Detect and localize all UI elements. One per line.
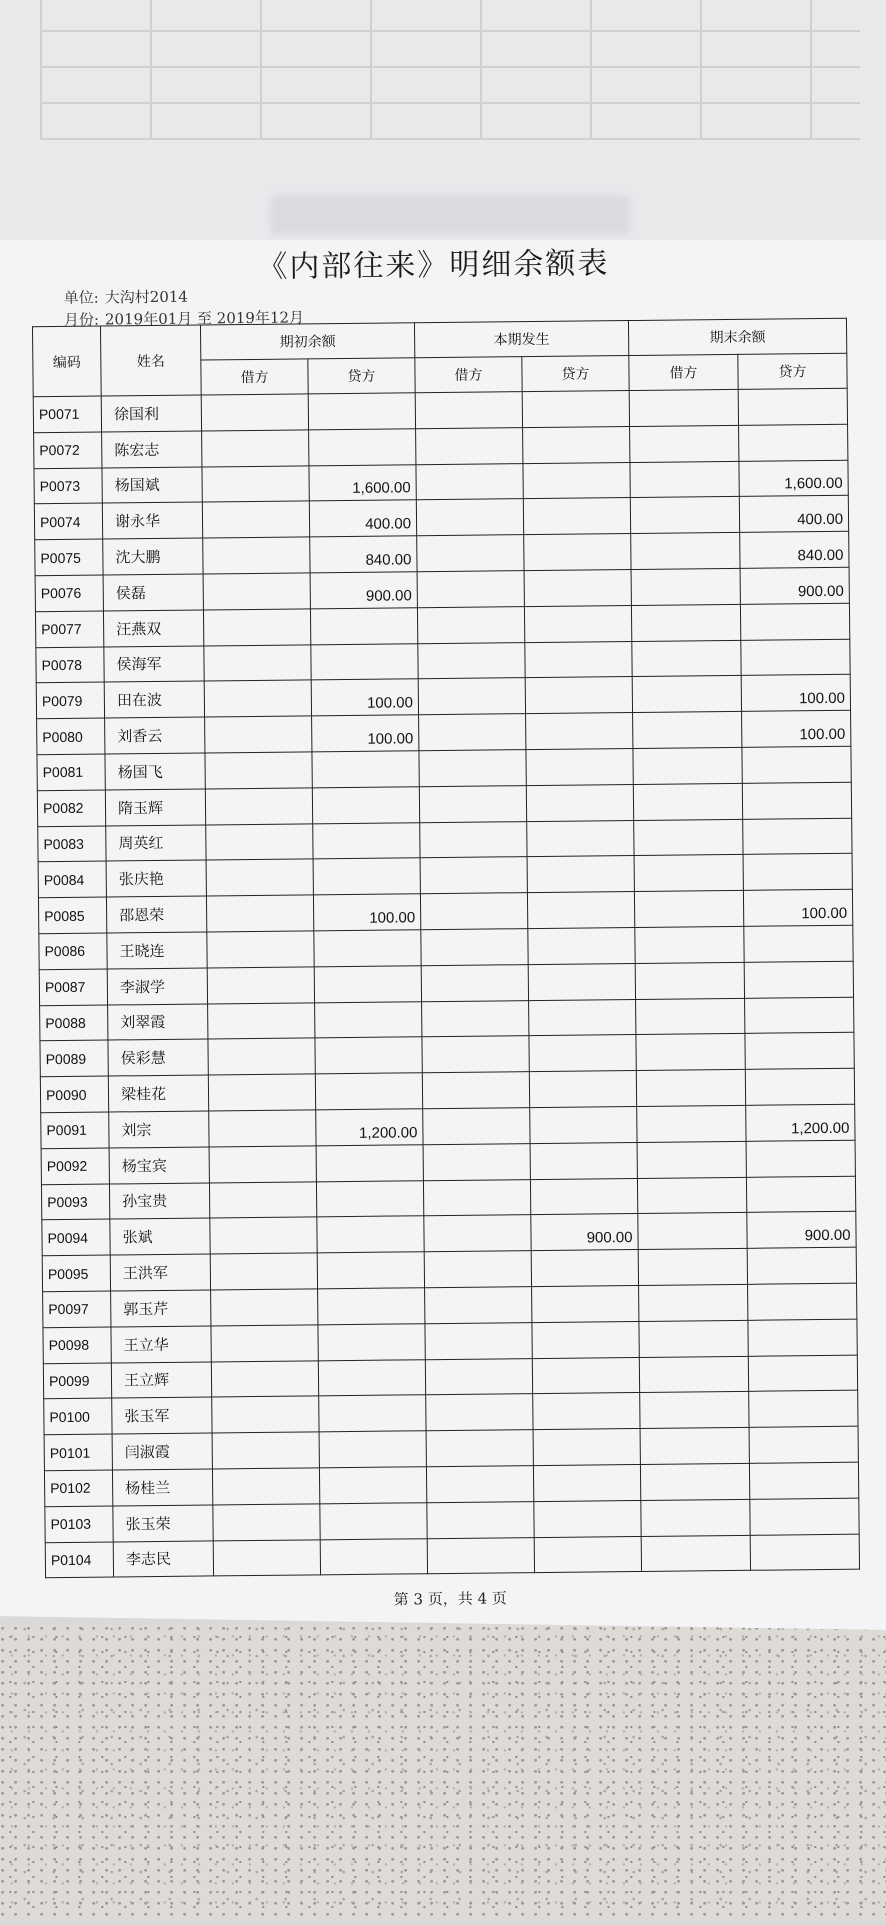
cell-opening-credit (318, 1323, 425, 1360)
cell-opening-debit (213, 1504, 320, 1541)
cell-name: 刘宗 (109, 1111, 209, 1148)
cell-closing-credit (743, 818, 852, 855)
cell-period-debit (415, 392, 522, 429)
cell-closing-debit (635, 926, 744, 963)
cell-opening-debit (207, 931, 314, 968)
cell-opening-debit (208, 1002, 315, 1039)
cell-opening-debit (211, 1360, 318, 1397)
cell-closing-debit (641, 1535, 750, 1572)
unit-label: 单位: (63, 288, 99, 307)
cell-period-debit (422, 1036, 529, 1073)
cell-opening-debit (208, 1074, 315, 1111)
cell-closing-debit (636, 1034, 745, 1071)
cell-opening-credit (316, 1144, 423, 1181)
cell-opening-debit (203, 573, 310, 610)
cell-closing-debit (639, 1320, 748, 1357)
document-title: 《内部往来》明细余额表 (257, 246, 610, 285)
cell-code: P0079 (36, 682, 104, 719)
header-closing-credit: 贷方 (738, 353, 847, 389)
cell-name: 王晓连 (107, 932, 207, 969)
cell-opening-debit (204, 644, 311, 681)
cell-period-debit (419, 785, 526, 822)
cell-period-debit (422, 1000, 529, 1037)
cell-period-credit (528, 963, 635, 1000)
cell-opening-credit: 840.00 (310, 536, 417, 573)
cell-period-credit (533, 1393, 640, 1430)
cell-period-debit (427, 1537, 534, 1574)
cell-opening-credit: 100.00 (313, 894, 420, 931)
cell-opening-credit (310, 608, 417, 645)
cell-closing-debit (638, 1248, 747, 1285)
cell-period-debit (420, 857, 527, 894)
cell-period-debit (416, 499, 523, 536)
cell-period-credit (523, 462, 630, 499)
unit-line (64, 286, 188, 308)
cell-period-credit (526, 748, 633, 785)
cell-name: 侯彩慧 (108, 1039, 208, 1076)
cell-opening-debit (209, 1181, 316, 1218)
cell-closing-debit (639, 1356, 748, 1393)
cell-period-debit (426, 1430, 533, 1467)
cell-opening-credit (319, 1467, 426, 1504)
cell-opening-debit (206, 895, 313, 932)
cell-name: 杨国飞 (105, 753, 205, 790)
cell-closing-debit (633, 783, 742, 820)
cell-closing-debit (637, 1177, 746, 1214)
cell-code: P0104 (45, 1541, 113, 1578)
cell-closing-credit: 1,200.00 (746, 1104, 855, 1141)
cell-name: 隋玉辉 (105, 789, 205, 826)
cell-closing-credit: 100.00 (742, 710, 851, 747)
cell-opening-credit (312, 751, 419, 788)
cell-code: P0071 (33, 396, 101, 433)
cell-opening-credit (320, 1502, 427, 1539)
cell-opening-credit (320, 1538, 427, 1575)
cell-name: 陈宏志 (102, 431, 202, 468)
cell-code: P0087 (39, 969, 107, 1006)
cell-closing-debit (638, 1213, 747, 1250)
cell-code: P0078 (36, 647, 104, 684)
cell-name: 张庆艳 (106, 860, 206, 897)
cell-name: 闫淑霞 (112, 1433, 212, 1470)
cell-period-debit (424, 1251, 531, 1288)
unit-value: 大沟村2014 (104, 287, 189, 307)
cell-opening-debit (204, 680, 311, 717)
cell-closing-debit (640, 1427, 749, 1464)
cell-period-debit (418, 678, 525, 715)
cell-code: P0099 (43, 1363, 111, 1400)
cell-opening-credit: 900.00 (310, 572, 417, 609)
cell-closing-credit: 1,600.00 (739, 460, 848, 497)
cell-closing-debit (631, 533, 740, 570)
cell-code: P0100 (44, 1398, 112, 1435)
cell-period-credit (526, 784, 633, 821)
cell-opening-credit (319, 1395, 426, 1432)
cell-code: P0091 (41, 1112, 109, 1149)
table-body (33, 388, 859, 1578)
cell-period-credit (523, 498, 630, 535)
cell-opening-debit (202, 430, 309, 467)
cell-name: 梁桂花 (108, 1075, 208, 1112)
cell-name: 汪燕双 (103, 610, 203, 647)
cell-closing-credit (750, 1534, 859, 1571)
cell-period-credit (532, 1357, 639, 1394)
cell-opening-debit (202, 465, 309, 502)
cell-closing-credit: 900.00 (747, 1212, 856, 1249)
header-closing-debit: 借方 (629, 354, 738, 390)
cell-period-credit (527, 820, 634, 857)
cell-period-debit (419, 750, 526, 787)
cell-closing-credit (746, 1140, 855, 1177)
cell-opening-credit (313, 822, 420, 859)
header-opening-debit: 借方 (201, 359, 308, 395)
cell-period-debit (417, 571, 524, 608)
cell-closing-debit (632, 676, 741, 713)
cell-period-credit (532, 1285, 639, 1322)
cell-code: P0076 (35, 575, 103, 612)
cell-period-debit (422, 1072, 529, 1109)
header-closing-balance: 期末余额 (628, 318, 846, 355)
cell-closing-debit (636, 1069, 745, 1106)
cell-closing-credit (749, 1426, 858, 1463)
cell-closing-credit (740, 603, 849, 640)
cell-period-debit (416, 427, 523, 464)
cell-opening-credit (319, 1431, 426, 1468)
cell-period-debit (426, 1394, 533, 1431)
cell-opening-debit (205, 716, 312, 753)
cell-closing-credit (744, 925, 853, 962)
cell-opening-debit (211, 1289, 318, 1326)
cell-opening-credit (315, 1037, 422, 1074)
header-name: 姓名 (100, 325, 201, 396)
cell-period-credit (525, 641, 632, 678)
cell-opening-credit (318, 1288, 425, 1325)
cell-name: 沈大鹏 (103, 538, 203, 575)
cell-name: 田在波 (104, 681, 204, 718)
cell-period-debit (425, 1358, 532, 1395)
cell-opening-credit: 1,600.00 (309, 464, 416, 501)
cell-opening-debit (205, 752, 312, 789)
cell-opening-debit (213, 1539, 320, 1576)
cell-name: 谢永华 (102, 502, 202, 539)
cell-period-debit (425, 1322, 532, 1359)
cell-opening-credit (312, 787, 419, 824)
cell-closing-credit (745, 997, 854, 1034)
cell-closing-credit (745, 1068, 854, 1105)
cell-closing-credit (739, 424, 848, 461)
cell-code: P0101 (44, 1434, 112, 1471)
cell-period-credit (533, 1429, 640, 1466)
cell-closing-debit (629, 389, 738, 426)
cell-closing-credit (744, 961, 853, 998)
period-label: 月份: (63, 310, 100, 329)
cell-opening-debit (212, 1432, 319, 1469)
cell-closing-credit (749, 1390, 858, 1427)
header-code: 编码 (32, 326, 101, 397)
cell-name: 杨国斌 (102, 467, 202, 504)
cell-code: P0085 (38, 897, 106, 934)
cell-code: P0080 (37, 718, 105, 755)
cell-code: P0095 (42, 1255, 110, 1292)
cell-period-credit (529, 999, 636, 1036)
cell-period-debit (417, 606, 524, 643)
cell-period-credit (527, 856, 634, 893)
cell-name: 侯海军 (104, 646, 204, 683)
cell-period-debit (417, 535, 524, 572)
cell-closing-credit (741, 639, 850, 676)
cell-period-credit (527, 892, 634, 929)
header-opening-credit: 贷方 (308, 358, 415, 394)
cell-period-debit (420, 821, 527, 858)
cell-closing-debit (632, 640, 741, 677)
cell-opening-credit (315, 1001, 422, 1038)
cell-period-debit (416, 463, 523, 500)
cell-name: 徐国利 (101, 395, 201, 432)
cell-period-credit (531, 1250, 638, 1287)
cell-opening-debit (207, 967, 314, 1004)
cell-closing-credit: 900.00 (740, 567, 849, 604)
cell-code: P0082 (37, 790, 105, 827)
cell-name: 郭玉芹 (111, 1290, 211, 1327)
cell-opening-credit: 100.00 (311, 679, 418, 716)
header-opening-balance: 期初余额 (200, 323, 414, 360)
cell-code: P0086 (39, 933, 107, 970)
cell-name: 王立华 (111, 1326, 211, 1363)
cell-period-debit (423, 1108, 530, 1145)
cell-opening-debit (206, 823, 313, 860)
cell-period-credit (529, 1071, 636, 1108)
cell-code: P0088 (40, 1005, 108, 1042)
cell-period-debit (425, 1287, 532, 1324)
cell-closing-debit (630, 497, 739, 534)
header-period-activity: 本期发生 (414, 321, 628, 358)
cell-period-debit (427, 1501, 534, 1538)
cell-closing-credit (748, 1283, 857, 1320)
cell-opening-debit (210, 1217, 317, 1254)
cell-period-credit (530, 1142, 637, 1179)
cell-period-debit (426, 1465, 533, 1502)
cell-opening-debit (206, 859, 313, 896)
cell-closing-credit (746, 1176, 855, 1213)
cell-code: P0077 (35, 611, 103, 648)
cell-closing-debit (630, 461, 739, 498)
table-row (45, 1534, 859, 1578)
cell-code: P0081 (37, 754, 105, 791)
cell-period-debit (420, 893, 527, 930)
cell-period-credit: 900.00 (531, 1214, 638, 1251)
cell-name: 侯磊 (103, 574, 203, 611)
cell-period-credit (524, 569, 631, 606)
cell-opening-debit (203, 609, 310, 646)
cell-code: P0089 (40, 1040, 108, 1077)
cell-closing-debit (640, 1392, 749, 1429)
cell-opening-debit (202, 501, 309, 538)
cell-closing-credit (738, 388, 847, 425)
cell-code: P0084 (38, 861, 106, 898)
cell-closing-credit: 400.00 (739, 496, 848, 533)
cell-closing-debit (634, 855, 743, 892)
header-period-credit: 贷方 (522, 356, 629, 392)
cell-period-debit (418, 642, 525, 679)
cell-closing-credit (747, 1247, 856, 1284)
cell-closing-debit (639, 1284, 748, 1321)
cell-closing-credit (749, 1462, 858, 1499)
cell-name: 李淑学 (107, 968, 207, 1005)
cell-name: 孙宝贵 (109, 1182, 209, 1219)
cell-code: P0072 (34, 432, 102, 469)
cell-opening-debit (212, 1396, 319, 1433)
page-footer: 第 3 页，共 4 页 (393, 1589, 507, 1609)
cell-name: 李志民 (113, 1540, 213, 1577)
cell-period-credit (522, 391, 629, 428)
cell-closing-debit (641, 1499, 750, 1536)
cell-opening-credit (313, 858, 420, 895)
cell-closing-debit (634, 891, 743, 928)
cell-closing-debit (631, 568, 740, 605)
cell-code: P0094 (42, 1219, 110, 1256)
cell-code: P0090 (40, 1076, 108, 1113)
cell-closing-debit (633, 747, 742, 784)
cell-name: 邵恩荣 (106, 896, 206, 933)
cell-name: 张玉军 (112, 1397, 212, 1434)
cell-closing-credit (742, 782, 851, 819)
cell-opening-credit (314, 930, 421, 967)
cell-opening-debit (209, 1110, 316, 1147)
cell-closing-credit (742, 746, 851, 783)
cell-period-credit (523, 426, 630, 463)
cell-opening-debit (201, 394, 308, 431)
cell-closing-debit (640, 1463, 749, 1500)
cell-closing-debit (631, 604, 740, 641)
cell-opening-credit (315, 1073, 422, 1110)
cell-opening-debit (209, 1146, 316, 1183)
cell-code: P0102 (44, 1470, 112, 1507)
cell-period-debit (419, 714, 526, 751)
cell-opening-credit (317, 1252, 424, 1289)
cell-period-credit (524, 534, 631, 571)
cell-period-debit (421, 929, 528, 966)
cell-opening-credit (309, 429, 416, 466)
cell-code: P0074 (34, 503, 102, 540)
cell-period-credit (528, 927, 635, 964)
cell-code: P0103 (45, 1506, 113, 1543)
cell-name: 张玉荣 (113, 1505, 213, 1542)
cell-period-debit (423, 1179, 530, 1216)
cell-closing-credit (745, 1033, 854, 1070)
cell-name: 王洪军 (110, 1254, 210, 1291)
cell-closing-debit (635, 962, 744, 999)
cell-opening-credit (311, 643, 418, 680)
cell-opening-credit (318, 1359, 425, 1396)
cell-code: P0092 (41, 1148, 109, 1185)
cell-name: 杨宝宾 (109, 1147, 209, 1184)
cell-code: P0097 (43, 1291, 111, 1328)
cell-period-credit (530, 1106, 637, 1143)
balance-table (32, 318, 860, 1579)
cell-name: 周英红 (106, 825, 206, 862)
cell-closing-credit (750, 1498, 859, 1535)
cell-closing-debit (637, 1141, 746, 1178)
cell-name: 刘香云 (105, 717, 205, 754)
cell-period-credit (525, 677, 632, 714)
cell-opening-credit: 100.00 (312, 715, 419, 752)
cell-period-credit (526, 713, 633, 750)
cell-closing-credit (748, 1355, 857, 1392)
cell-period-debit (421, 964, 528, 1001)
cell-name: 王立辉 (111, 1361, 211, 1398)
cell-period-credit (534, 1500, 641, 1537)
cell-period-credit (532, 1321, 639, 1358)
cell-closing-debit (636, 998, 745, 1035)
cell-opening-debit (212, 1468, 319, 1505)
cell-opening-credit (314, 965, 421, 1002)
cell-opening-credit: 400.00 (309, 500, 416, 537)
cell-period-credit (534, 1536, 641, 1573)
cell-period-credit (524, 605, 631, 642)
cell-closing-debit (637, 1105, 746, 1142)
cell-code: P0093 (41, 1184, 109, 1221)
cell-opening-debit (203, 537, 310, 574)
cell-period-credit (530, 1178, 637, 1215)
cell-period-debit (423, 1143, 530, 1180)
cell-opening-debit (210, 1253, 317, 1290)
cell-closing-credit: 840.00 (740, 531, 849, 568)
cell-name: 张斌 (110, 1218, 210, 1255)
cell-period-credit (529, 1035, 636, 1072)
period-value: 2019年01月 至 2019年12月 (104, 308, 305, 329)
cell-period-debit (424, 1215, 531, 1252)
cell-code: P0075 (35, 539, 103, 576)
cell-code: P0073 (34, 468, 102, 505)
cell-closing-credit (743, 854, 852, 891)
cell-opening-debit (208, 1038, 315, 1075)
cell-opening-credit (308, 393, 415, 430)
cell-opening-credit: 1,200.00 (316, 1109, 423, 1146)
cell-closing-credit: 100.00 (741, 675, 850, 712)
cell-code: P0083 (38, 826, 106, 863)
cell-period-credit (533, 1464, 640, 1501)
cell-opening-credit (316, 1180, 423, 1217)
cell-name: 刘翠霞 (108, 1004, 208, 1041)
cell-closing-debit (633, 712, 742, 749)
cell-name: 杨桂兰 (112, 1469, 212, 1506)
cell-opening-debit (211, 1325, 318, 1362)
cell-closing-credit: 100.00 (743, 889, 852, 926)
cell-closing-debit (634, 819, 743, 856)
cell-opening-credit (317, 1216, 424, 1253)
cell-code: P0098 (43, 1327, 111, 1364)
cell-opening-debit (205, 788, 312, 825)
header-period-debit: 借方 (415, 357, 522, 393)
cell-closing-credit (748, 1319, 857, 1356)
cell-closing-debit (630, 425, 739, 462)
